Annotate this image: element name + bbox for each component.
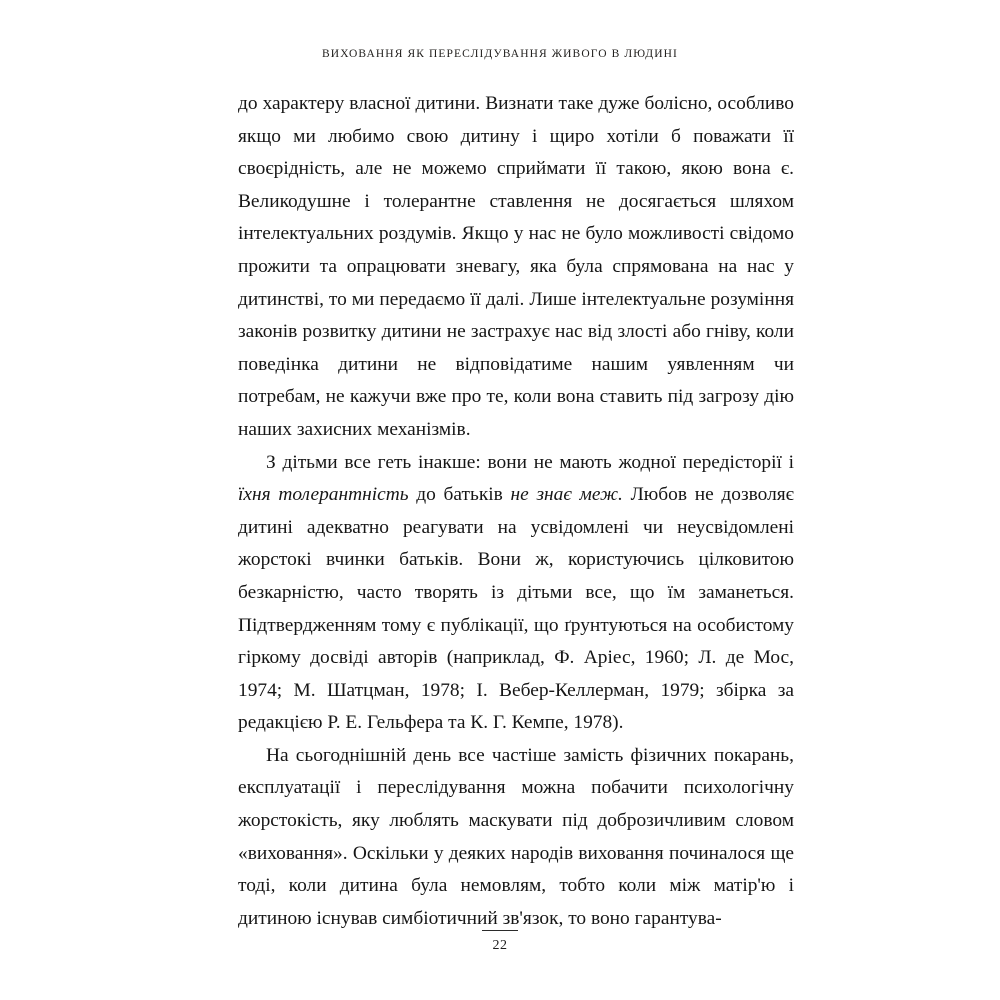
footer-divider	[482, 930, 518, 931]
paragraph	[238, 447, 794, 740]
paragraph-text-segment: до батьків	[408, 484, 511, 506]
running-head: ВИХОВАННЯ ЯК ПЕРЕСЛІДУВАННЯ ЖИВОГО В ЛЮДИНІ	[322, 48, 678, 60]
paragraph-text-segment: З дітьми все геть інакше: вони не мають жодної передісторії і	[266, 451, 794, 473]
paragraph: до характеру власної дитини. Визнати таке дуже болісно, особливо якщо ми любимо свою дитину і щиро хотіли б поважати її своєрідність, але не можемо сприймати її такою, якою вона є. Великодушне і толерантне ставлення не досягається шляхом інтелектуальних роздумів. Якщо у нас не було можливості свідомо прожити та опрацювати зневагу, яка була спрямована на нас у дитинстві, то ми передаємо її далі. Лише інтелектуальне розуміння законів розвитку дитини не застрахує нас від злості або гніву, коли поведінка дитини не відповідатиме нашим уявленням чи потребам, не кажучи вже про те, коли вона ставить під загрозу дію наших захисних механізмів.	[238, 93, 794, 440]
paragraph: На сьогоднішній день все частіше замість фізичних покарань, експлуатації і переслідування можна побачити психологічну жорстокість, яку люблять маскувати під доброзичливим словом «виховання». Оскільки у деяких народів виховання починалося ще тоді, коли дитина була немовлям, тобто коли між матір'ю і дитиною існував симбіотичний зв'язок, то воно гарантува-	[238, 744, 794, 929]
paragraph-text-segment: Любов не дозволяє дитині адекватно реагувати на усвідомлені чи неусвідомлені жорстокі вчинки батьків. Вони ж, користуючись цілковитою безкарністю, часто творять із дітьми все, що їм заманеться. Підтвердженням тому є публікації, що ґрунтуються на особистому гіркому досвіді авторів (наприклад, Ф. Аріес, 1960; Л. де Мос, 1974; М. Шатцман, 1978; І. Вебер-Келлерман, 1979; збірка за редакцією Р. Е. Гельфера та К. Г. Кемпе, 1978).	[238, 484, 794, 734]
paragraph-emphasis: їхня толерантність	[238, 484, 409, 506]
page-footer	[0, 930, 1000, 954]
page-number: 22	[492, 938, 508, 953]
paragraph-emphasis: не знає меж.	[510, 484, 623, 506]
page-body	[238, 88, 794, 935]
